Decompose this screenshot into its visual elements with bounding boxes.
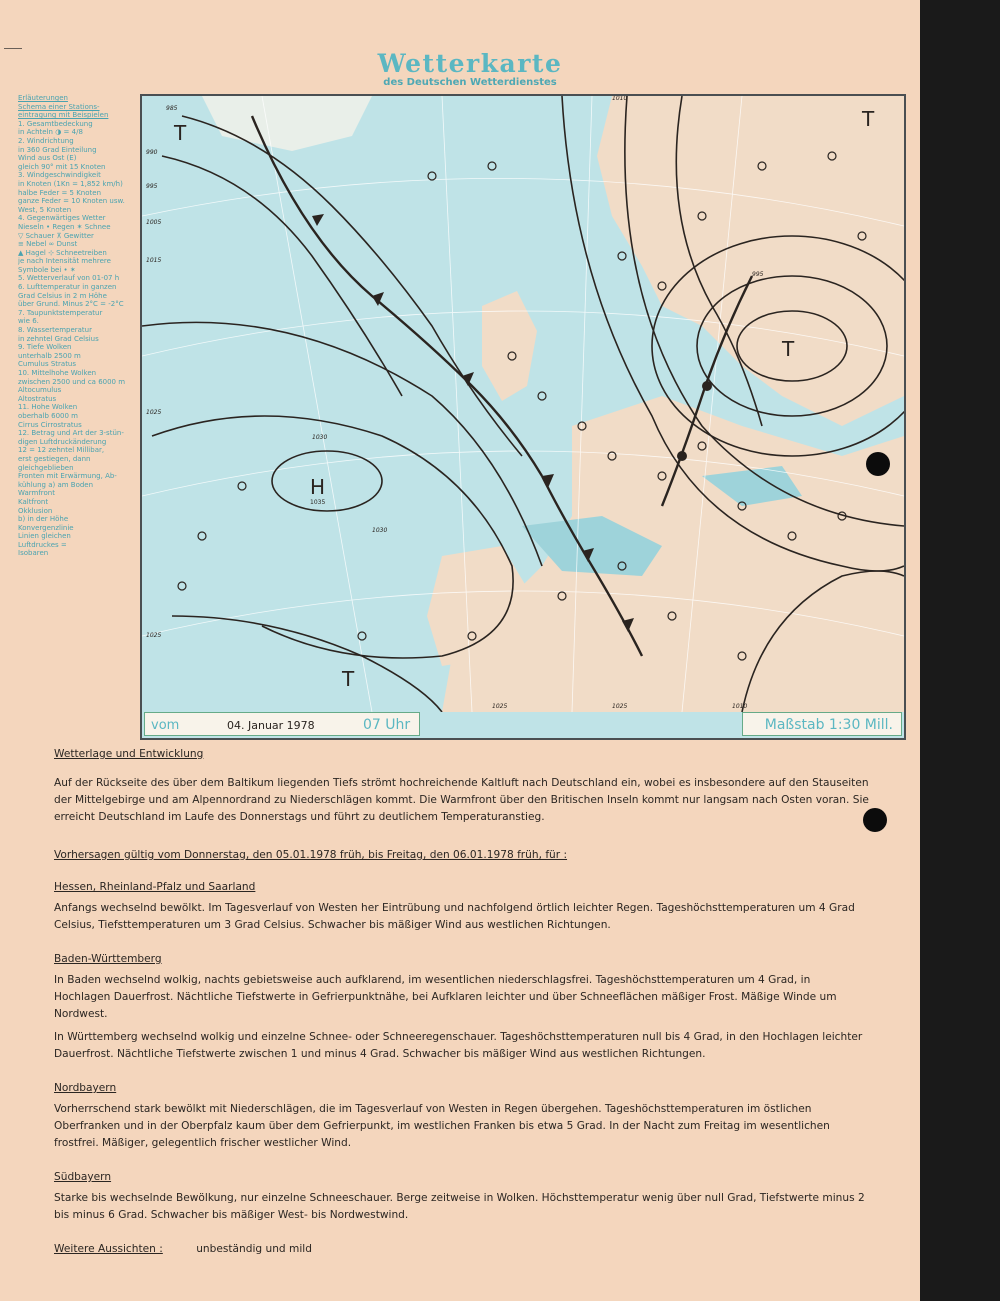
- isobar-label: 995: [146, 183, 158, 190]
- legend-line: 1. Gesamtbedeckung: [18, 119, 93, 128]
- map-date-box: [144, 712, 420, 736]
- page-title: Wetterkarte: [377, 49, 563, 78]
- legend-line: in Achteln ◑ = 4/8: [18, 128, 83, 137]
- legend-line: Altostratus: [18, 394, 57, 403]
- legend-line: in zehntel Grad Celsius: [18, 334, 99, 343]
- isobar-label: 1025: [146, 632, 162, 639]
- legend-line: in Knoten (1Kn = 1,852 km/h): [18, 179, 123, 188]
- heading-wetterlage: Wetterlage und Entwicklung: [54, 748, 204, 760]
- legend-line: gleichgeblieben: [18, 463, 74, 472]
- legend-line: 3. Windgeschwindigkeit: [18, 171, 101, 180]
- legend-line: Wind aus Ost (E): [18, 154, 77, 163]
- high-value: 1035: [310, 499, 326, 506]
- heading-aussichten: Weitere Aussichten :: [54, 1243, 163, 1255]
- isobar-label: 985: [166, 105, 178, 112]
- legend-line: in 360 Grad Einteilung: [18, 145, 97, 154]
- legend-line: Nieseln • Regen ✶ Schnee: [18, 222, 111, 231]
- text-suedbayern: Starke bis wechselnde Bewölkung, nur einzelne Schneeschauer. Berge zeitweise in Wolken. Höchsttemperatur wenig über null Grad, Tiefstwerte minus 2 bis minus 6 Grad. Schwacher bis mäßiger West- bis Nordwestwind.: [54, 1192, 865, 1221]
- legend-line: Luftdruckes =: [18, 540, 67, 549]
- legend-line: je nach Intensität mehrere: [18, 257, 111, 266]
- map-canvas: [142, 96, 904, 712]
- legend-line: Grad Celsius in 2 m Höhe: [18, 291, 107, 300]
- legend-line: 4. Gegenwärtiges Wetter: [18, 214, 106, 223]
- land-scandinavia: [597, 96, 904, 426]
- legend-line: Isobaren: [18, 549, 49, 558]
- legend-line: Okklusion: [18, 506, 53, 515]
- punch-hole-upper: [866, 452, 890, 476]
- isobar-label: 1025: [492, 703, 508, 710]
- heading-hessen: Hessen, Rheinland-Pfalz und Saarland: [54, 881, 256, 893]
- legend-line: b) in der Höhe: [18, 515, 69, 524]
- heading-baden-wuerttemberg: Baden-Württemberg: [54, 953, 162, 965]
- text-wuerttemberg: In Württemberg wechselnd wolkig und einzelne Schnee- oder Schneeregenschauer. Tageshöchsttemperaturen null bis 4 Grad, in den Hochlagen leichter Dauerfrost. Nächtliche Tiefstwerte zwischen 1 und minus 4 Grad. Schwacher bis mäßiger Wind aus westlichen Richtungen.: [54, 1031, 863, 1060]
- legend-line: ▲ Hagel ⊹ Schneetreiben: [18, 248, 107, 257]
- legend-line: 5. Wetterverlauf von 01-07 h: [18, 274, 120, 283]
- isobar-label: 995: [752, 271, 764, 278]
- legend-line: 6. Lufttemperatur in ganzen: [18, 283, 117, 292]
- legend-line: 2. Windrichtung: [18, 136, 74, 145]
- legend-line: Cumulus Stratus: [18, 360, 77, 369]
- legend-line: Linien gleichen: [18, 532, 71, 541]
- legend-line: West, 5 Knoten: [18, 205, 72, 214]
- low-symbol-baltic: T: [782, 337, 795, 361]
- map-scale: Maßstab 1:30 Mill.: [764, 717, 893, 733]
- punch-hole-lower: [863, 808, 887, 832]
- map-date-prefix: vom: [151, 718, 180, 733]
- aussichten-line: [54, 1241, 869, 1258]
- isobar-label: 1025: [612, 703, 628, 710]
- legend-line: Warmfront: [18, 489, 55, 498]
- legend-line: 7. Taupunktstemperatur: [18, 308, 103, 317]
- page-subtitle: des Deutschen Wetterdienstes: [383, 77, 557, 88]
- map-date: 04. Januar 1978: [227, 719, 315, 732]
- legend-line: über Grund. Minus 2°C = -2°C: [18, 300, 124, 309]
- legend-line: wie 6.: [18, 317, 39, 326]
- legend-line: ▽ Schauer ⊼ Gewitter: [18, 231, 94, 240]
- text-nordbayern: Vorherrschend stark bewölkt mit Niederschlägen, die im Tagesverlauf von Westen in Regen übergehen. Tageshöchsttemperaturen im östlichen Oberfranken und in der Oberpfalz kaum über dem Gefrierpunkt, im westlichen Franken bis etwa 5 Grad. In der Nacht zum Freitag im wesentlichen frostfrei. Mäßiger, gelegentlich frischer westlicher Wind.: [54, 1103, 830, 1149]
- legend-line: ganze Feder = 10 Knoten usw.: [18, 197, 125, 206]
- heading-suedbayern: Südbayern: [54, 1171, 112, 1183]
- weather-map: [140, 94, 906, 740]
- legend-line: kühlung a) am Boden: [18, 480, 94, 489]
- low-symbol-north: T: [862, 107, 875, 131]
- land-greenland: [202, 96, 372, 151]
- legend-line: 8. Wassertemperatur: [18, 326, 92, 335]
- map-scale-box: [742, 712, 902, 736]
- text-baden: In Baden wechselnd wolkig, nachts gebietsweise auch aufklarend, im wesentlichen niederschlagsfrei. Tageshöchsttemperaturen um 4 Grad, in Hochlagen Dauerfrost. Nächtliche Tiefstwerte in Gefrierpunktnähe, bei Aufklaren leichter und über Schneeflächen mäßiger Frost. Mäßige Winde um Nordwest.: [54, 974, 837, 1020]
- heading-vorhersage: Vorhersagen gültig vom Donnerstag, den 05.01.1978 früh, bis Freitag, den 06.01.1978 früh, für :: [54, 849, 568, 861]
- low-symbol-west: T: [174, 121, 187, 145]
- legend-line: eintragung mit Beispielen: [18, 111, 109, 120]
- isobar-label: 990: [146, 149, 158, 156]
- isobar-label: 1030: [312, 434, 328, 441]
- isobar-label: 1025: [146, 409, 162, 416]
- legend-line: Erläuterungen: [18, 94, 68, 102]
- high-symbol: H: [310, 475, 326, 499]
- text-wetterlage: Auf der Rückseite des über dem Baltikum liegenden Tiefs strömt hochreichende Kaltluft nach Deutschland ein, wobei es insbesondere auf den Stauseiten der Mittelgebirge und am Alpennordrand zu Niederschlägen kommt. Die Warmfront über den Britischen Inseln kommt nur langsam nach Osten voran. Sie erreicht Deutschland im Laufe des Donnerstags und führt zu deutlichem Temperaturanstieg.: [54, 777, 869, 823]
- text-aussichten: unbeständig und mild: [196, 1243, 312, 1255]
- legend-line: 11. Hohe Wolken: [18, 403, 78, 412]
- legend-line: Schema einer Stations-: [18, 102, 100, 111]
- isobar-label: 1005: [146, 219, 162, 226]
- map-hour: 07 Uhr: [363, 717, 411, 733]
- legend-line: 9. Tiefe Wolken: [18, 343, 72, 352]
- isobar-label: 1015: [146, 257, 162, 264]
- forecast-text: [54, 746, 869, 1258]
- isobar-label: 1010: [732, 703, 748, 710]
- legend-line: erst gestiegen, dann: [18, 454, 91, 463]
- heading-nordbayern: Nordbayern: [54, 1082, 117, 1094]
- legend-line: 10. Mittelhohe Wolken: [18, 369, 97, 377]
- map-legend: [18, 94, 140, 744]
- legend-line: Fronten mit Erwärmung, Ab-: [18, 472, 117, 481]
- legend-line: gleich 90° mit 15 Knoten: [18, 162, 106, 171]
- low-symbol-south: T: [342, 667, 355, 691]
- legend-line: oberhalb 6000 m: [18, 411, 78, 420]
- legend-line: 12. Betrag und Art der 3-stün-: [18, 429, 124, 438]
- legend-line: halbe Feder = 5 Knoten: [18, 188, 102, 197]
- legend-line: 12 = 12 zehntel Millibar,: [18, 446, 105, 455]
- isobar-label: 1030: [372, 527, 388, 534]
- map-footer: [142, 712, 904, 738]
- text-hessen: Anfangs wechselnd bewölkt. Im Tagesverlauf von Westen her Eintrübung und nachfolgend örtlich leichter Regen. Tageshöchsttemperaturen um 4 Grad Celsius, Tiefsttemperaturen um 3 Grad Celsius. Schwacher bis mäßiger Wind aus westlichen Richtungen.: [54, 902, 855, 931]
- legend-line: Konvergenzlinie: [18, 523, 74, 532]
- isobar-label: 1010: [612, 96, 628, 102]
- legend-line: Altocumulus: [18, 386, 62, 395]
- legend-line: Cirrus Cirrostratus: [18, 420, 82, 429]
- legend-line: Kaltfront: [18, 497, 49, 506]
- legend-line: zwischen 2500 und ca 6000 m: [18, 377, 126, 386]
- land-britain: [482, 291, 537, 401]
- legend-line: digen Luftdruckänderung: [18, 437, 107, 446]
- legend-line: ≡ Nebel ∞ Dunst: [18, 240, 78, 249]
- legend-line: unterhalb 2500 m: [18, 351, 81, 360]
- legend-line: Symbole bei • ✶: [18, 265, 76, 274]
- margin-mark: [4, 48, 22, 49]
